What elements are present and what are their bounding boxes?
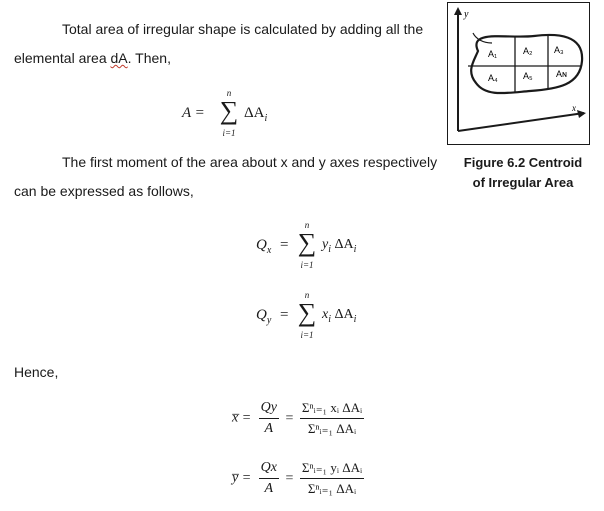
y-axis-label: y <box>464 9 469 20</box>
equation-ybar-equals: = <box>285 470 294 486</box>
x-axis-arrow-icon <box>577 110 586 118</box>
sigma-glyph: ∑ <box>297 228 317 257</box>
fraction-qx-over-a <box>259 460 279 497</box>
sigma-glyph: ∑ <box>297 298 317 327</box>
fraction-qy-over-a <box>259 400 279 437</box>
fraction-numerator: Σⁿᵢ₌₁ yᵢ ΔAᵢ <box>300 460 364 479</box>
sigma-upper: n <box>304 290 310 300</box>
equation-xbar-equals: = <box>285 410 294 426</box>
fraction-denominator: Σⁿᵢ₌₁ ΔAᵢ <box>307 481 357 496</box>
region-label-an: Aɴ <box>556 69 567 79</box>
figure-caption-line2: of Irregular Area <box>472 175 574 190</box>
fraction-denominator: Σⁿᵢ₌₁ ΔAᵢ <box>307 421 357 436</box>
equation-xbar-lhs: x̅ = <box>232 410 252 426</box>
fraction-numerator: Qx <box>259 460 279 479</box>
fraction-numerator: Σⁿᵢ₌₁ xᵢ ΔAᵢ <box>300 400 364 419</box>
sigma-upper: n <box>226 88 232 98</box>
equation-xbar <box>232 400 364 437</box>
fraction-denominator: A <box>264 421 274 436</box>
fraction-sum-xdA-over-sum-dA <box>300 400 364 437</box>
region-label-a1: A₁ <box>488 49 498 59</box>
paragraph1-line2-suffix: . Then, <box>127 50 171 66</box>
figure-irregular-area <box>447 2 590 145</box>
equation-qx <box>256 220 396 276</box>
sigma-lower: i=1 <box>300 260 314 270</box>
equation-area-lhs: A = <box>182 105 205 121</box>
equation-qx-equals: = <box>280 237 289 253</box>
region-label-a5: A₅ <box>523 71 533 81</box>
equation-qy <box>256 290 396 346</box>
x-axis-label: x <box>572 103 576 113</box>
x-axis-line <box>458 113 584 131</box>
sigma-lower: i=1 <box>300 330 314 340</box>
sigma-glyph: ∑ <box>219 96 239 125</box>
figure-caption-line1: Figure 6.2 Centroid <box>463 155 583 170</box>
paragraph2-line2: can be expressed as follows, <box>14 183 194 199</box>
equation-area-term: $\Delta A_i$ <box>244 105 268 124</box>
equation-qx-lhs: $Q_x$ <box>256 237 272 256</box>
paragraph1-line2-prefix: elemental area <box>14 50 111 66</box>
fraction-numerator: Qy <box>259 400 279 419</box>
fraction-sum-ydA-over-sum-dA <box>300 460 364 497</box>
spellcheck-term: dA <box>110 50 128 66</box>
equation-ybar-lhs: y̅ = <box>232 470 252 486</box>
figure-drawing <box>448 3 589 144</box>
paragraph2-line1: The first moment of the area about x and y axes respectively <box>62 154 438 170</box>
paragraph1-line1: Total area of irregular shape is calculated by adding all the <box>62 21 424 37</box>
sigma-upper: n <box>304 220 310 230</box>
region-label-a4: A₄ <box>488 73 498 83</box>
sigma-lower: i=1 <box>222 128 236 138</box>
equation-area <box>182 88 302 144</box>
region-label-a2: A₂ <box>523 46 533 56</box>
irregular-shape-outline <box>471 35 582 93</box>
equation-qy-term: $x_i$ $\Delta A_i$ <box>322 307 357 325</box>
equation-qy-equals: = <box>280 307 289 323</box>
equation-ybar <box>232 460 364 497</box>
region-label-a3: A₃ <box>554 45 564 55</box>
hence-text: Hence, <box>14 364 59 380</box>
equation-qy-lhs: $Q_y$ <box>256 307 272 326</box>
equation-qx-term: $y_i$ $\Delta A_i$ <box>322 237 357 255</box>
fraction-denominator: A <box>264 481 274 496</box>
y-axis-arrow-icon <box>454 7 462 15</box>
paragraph1-line2 <box>14 51 171 65</box>
